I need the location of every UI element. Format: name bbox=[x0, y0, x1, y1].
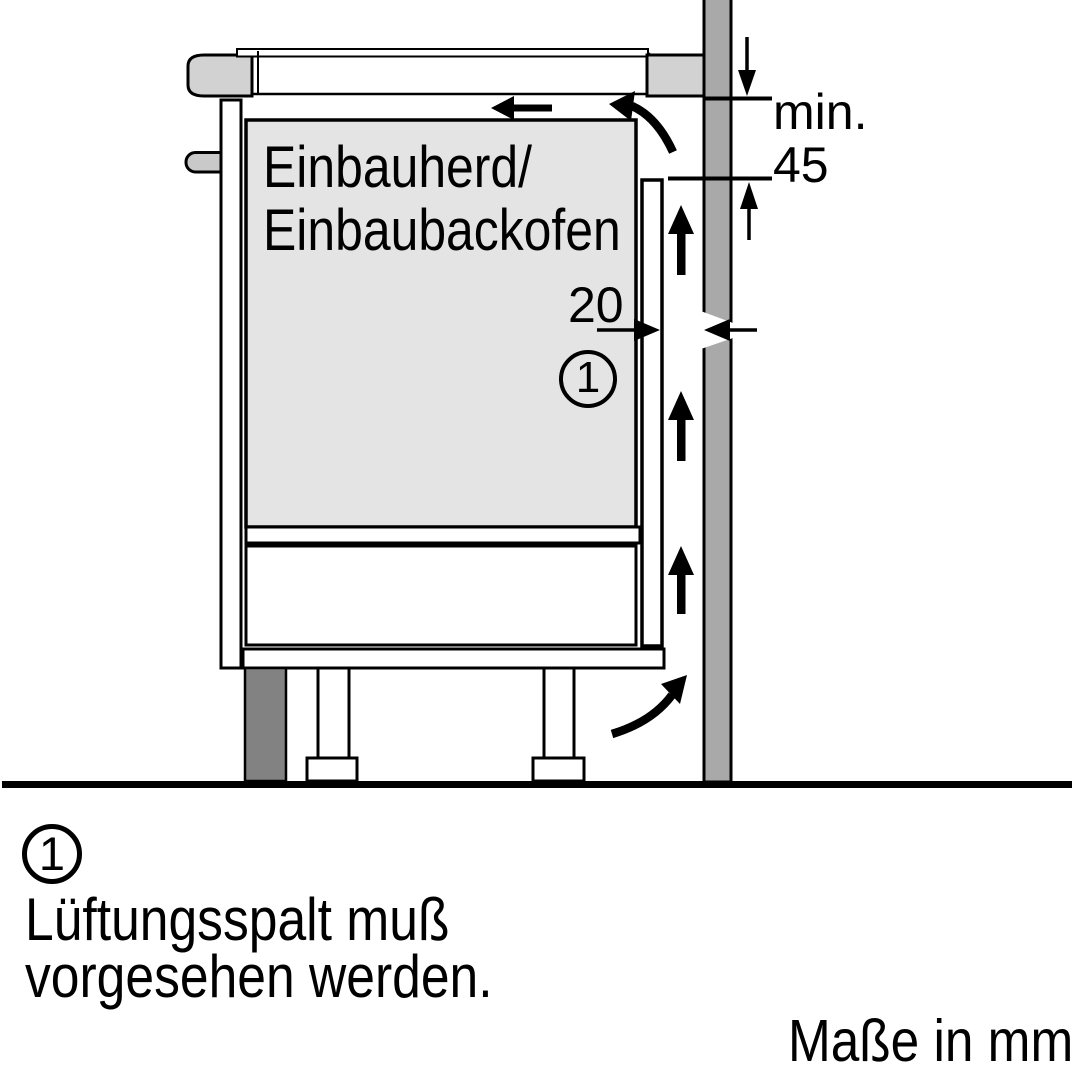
cabinet-foot-right bbox=[533, 758, 584, 781]
airflow-curved-arrow-bottom-icon bbox=[612, 675, 687, 734]
dim-min-label: min. bbox=[773, 84, 868, 140]
plinth-block bbox=[245, 668, 286, 781]
airflow-left-arrow-icon bbox=[491, 96, 552, 120]
ventilation-note-line2: vorgesehen werden. bbox=[25, 943, 493, 1010]
worktop-surface bbox=[250, 54, 649, 94]
rear-spacer-strip bbox=[642, 180, 662, 646]
cabinet-side-panel bbox=[221, 100, 241, 668]
callout-badge-number: 1 bbox=[575, 353, 601, 402]
airflow-up-arrow-3 bbox=[668, 546, 694, 614]
worktop-left-cap bbox=[188, 55, 252, 96]
oven-base-band bbox=[246, 527, 640, 543]
callout-badge-legend bbox=[22, 824, 82, 884]
cabinet-legs bbox=[307, 668, 584, 781]
cabinet-bottom-panel bbox=[243, 649, 664, 668]
dim-arrow-down-icon bbox=[738, 37, 756, 96]
cabinet-leg-left bbox=[318, 668, 349, 760]
cabinet-foot-left bbox=[307, 758, 357, 781]
wall bbox=[704, 0, 731, 782]
airflow-up-arrow-2 bbox=[668, 391, 694, 461]
airflow-up-arrow-1 bbox=[668, 205, 694, 275]
legend-badge-number: 1 bbox=[38, 826, 66, 880]
appliance-label bbox=[263, 136, 621, 262]
callout-badge-diagram bbox=[559, 350, 617, 408]
appliance-label-line1: Einbauherd/ bbox=[263, 135, 533, 200]
worktop-right-block bbox=[647, 55, 704, 96]
cabinet-leg-right bbox=[544, 668, 574, 760]
dim-gap-value: 20 bbox=[568, 277, 624, 333]
hob-top-panel bbox=[237, 49, 648, 57]
worktop bbox=[188, 49, 704, 96]
appliance-label-line2: Einbaubackofen bbox=[263, 198, 621, 263]
dim-min-value: 45 bbox=[773, 137, 829, 193]
ventilation-note bbox=[25, 886, 493, 1010]
units-label: Maße in mm bbox=[788, 1008, 1074, 1068]
drawer-front bbox=[246, 546, 636, 645]
dim-arrow-up-icon bbox=[740, 182, 758, 240]
ventilation-note-line1: Lüftungsspalt muß bbox=[25, 886, 450, 953]
